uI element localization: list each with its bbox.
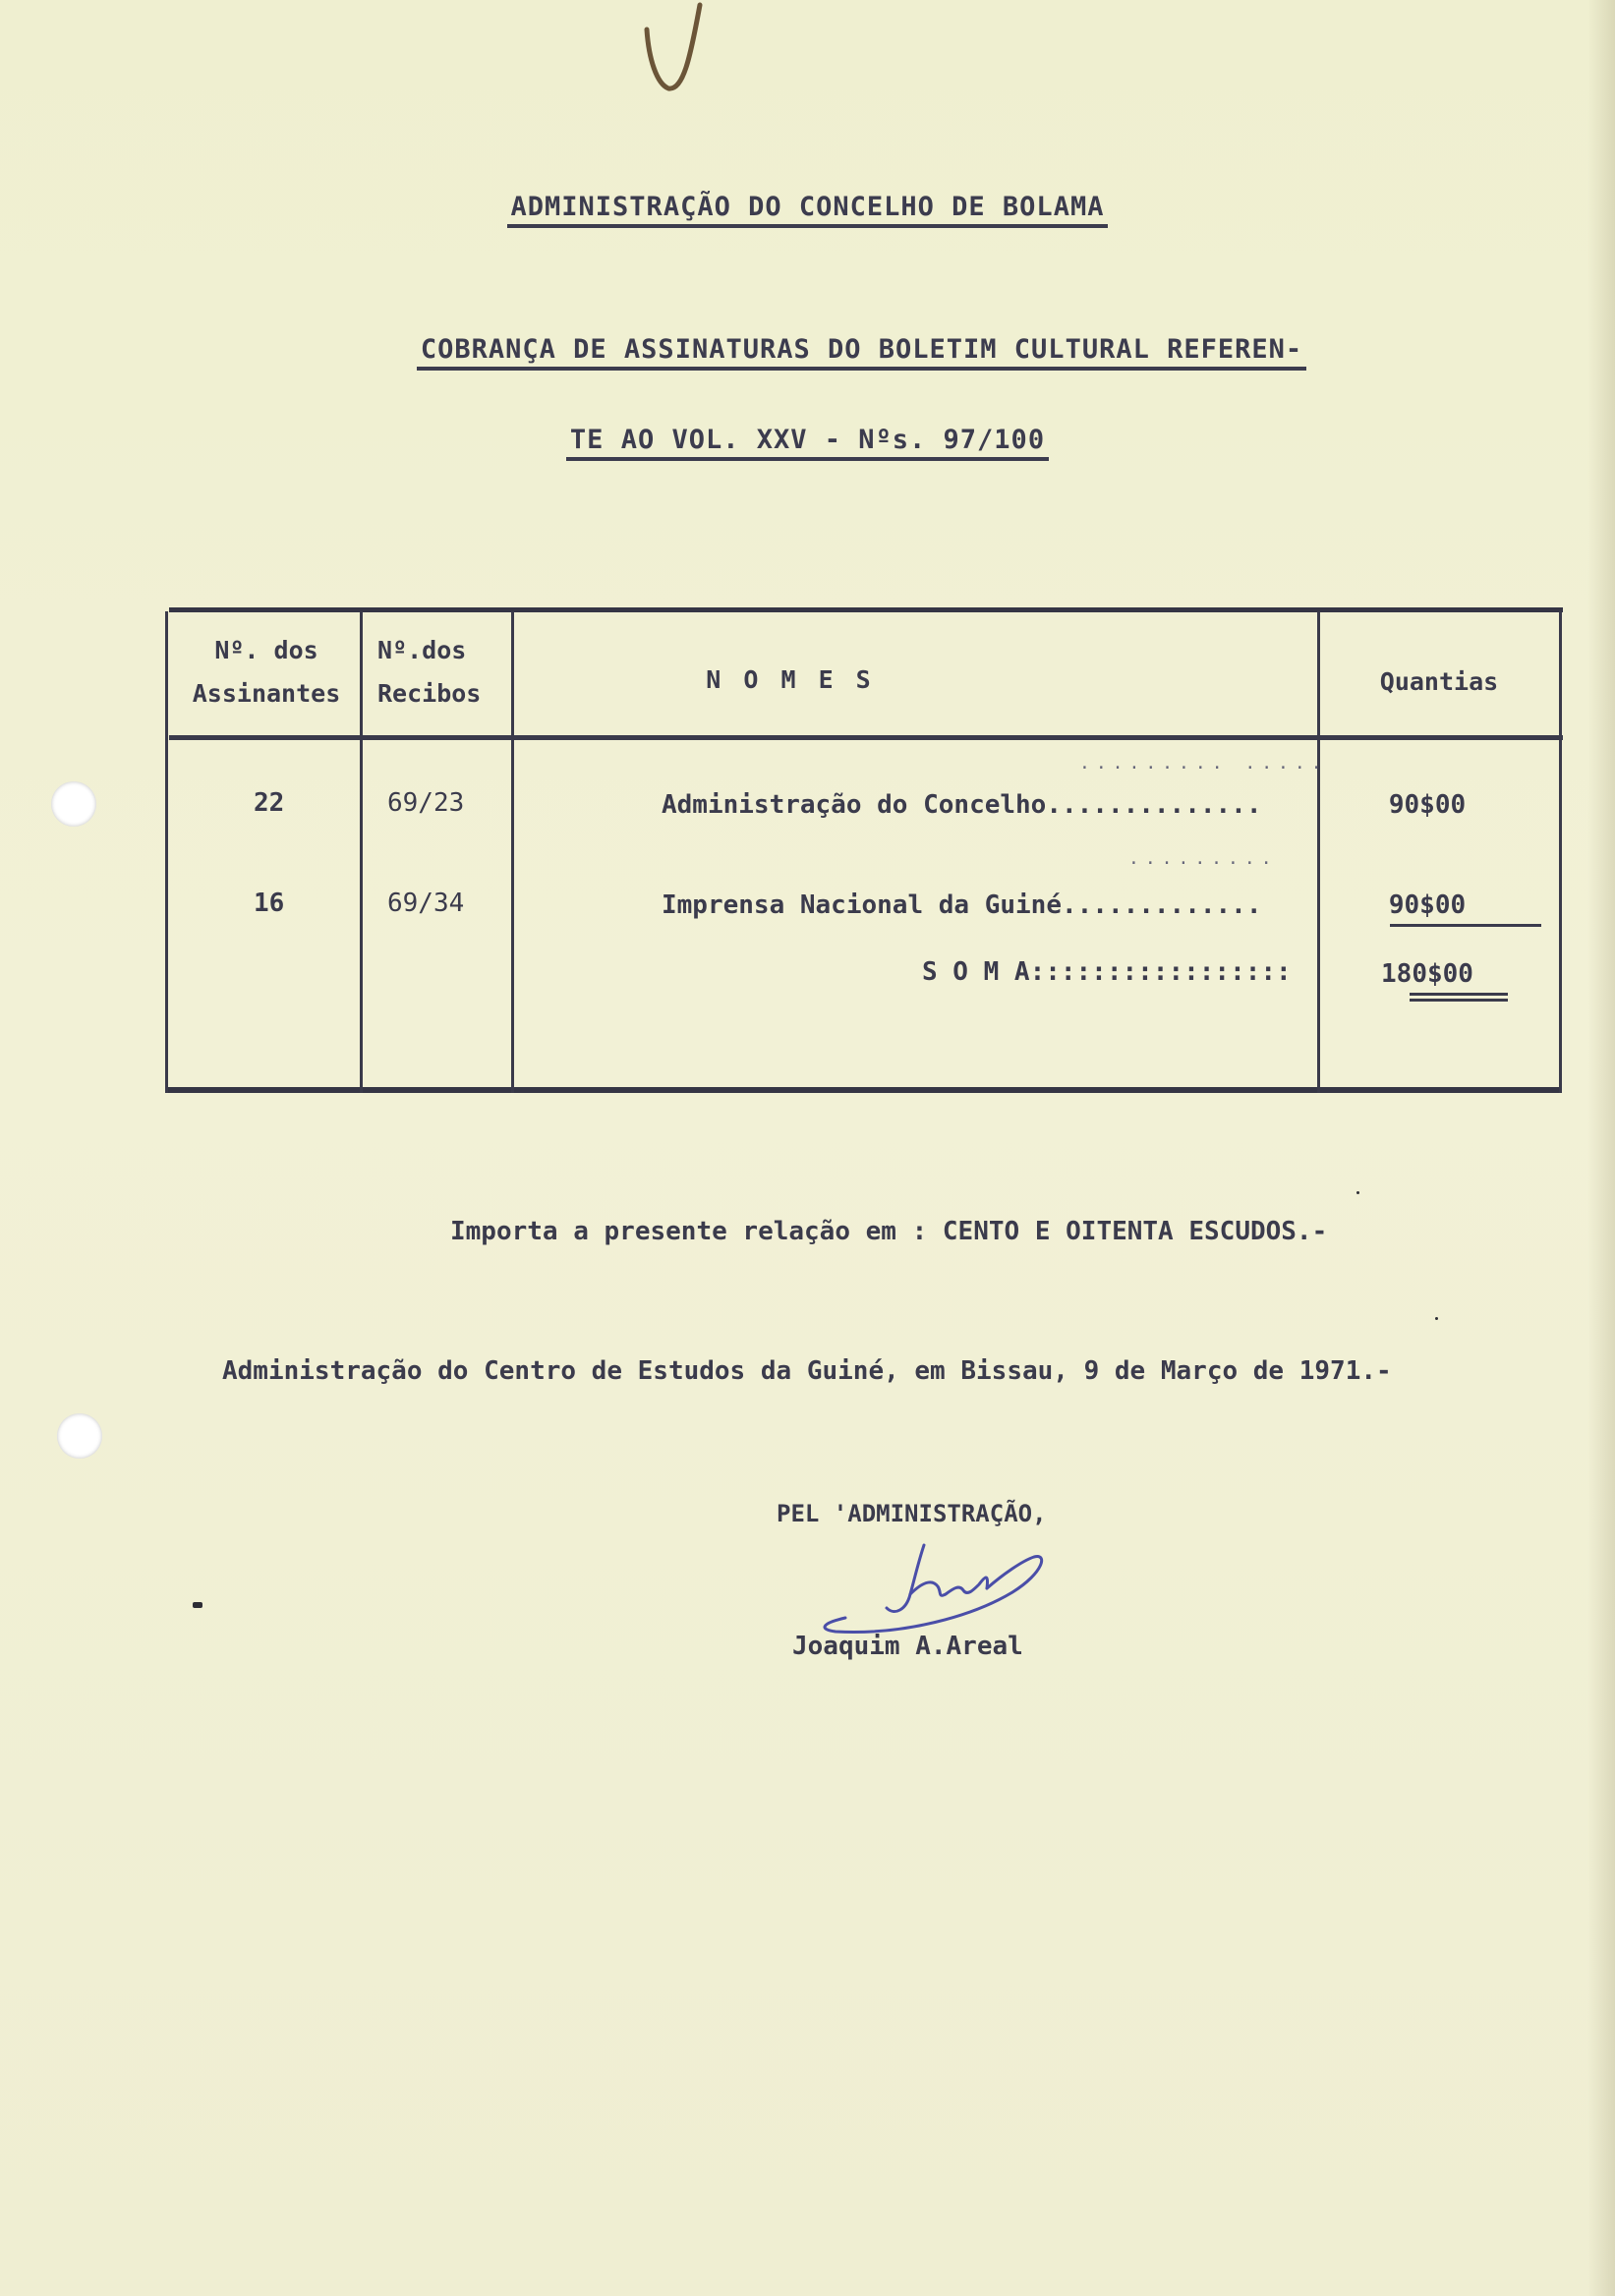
header-nomes: N O M E S: [706, 665, 875, 694]
total-underline-1: [1410, 993, 1508, 996]
row-1-assinantes: 22: [254, 788, 285, 818]
row-2-recibos: 69/34: [387, 889, 465, 918]
table-top-rule: [169, 607, 1563, 612]
header-assinantes: Nº. dos Assinantes: [192, 636, 341, 708]
header-line-1: ADMINISTRAÇÃO DO CONCELHO DE BOLAMA: [0, 192, 1615, 222]
header-line-3: TE AO VOL. XXV - Nºs. 97/100: [0, 425, 1615, 455]
ink-speck: [193, 1602, 202, 1608]
total-label: S O M A:::::::::::::::::: [922, 957, 1292, 987]
importa-line: Importa a presente relação em : CENTO E OITENTA ESCUDOS.-: [450, 1217, 1328, 1246]
total-value: 180$00: [1381, 959, 1473, 989]
row-2-quantia-underline: [1390, 924, 1541, 927]
row-1-nome: Administração do Concelho..............: [662, 790, 1262, 820]
header-recibos: Nº.dos Recibos: [377, 636, 482, 708]
total-underline-2: [1410, 999, 1508, 1002]
signature-name: Joaquim A.Areal: [792, 1632, 1023, 1661]
signature-pel: PEL 'ADMINISTRAÇÃO,: [777, 1500, 1047, 1527]
row-2-dot-leader: .........: [1128, 848, 1278, 869]
table-header-rule: [169, 735, 1563, 740]
punch-hole-top: [51, 781, 96, 827]
row-2-nome: Imprensa Nacional da Guiné.............: [662, 890, 1262, 920]
staple-mark-icon: [639, 0, 708, 98]
subscriptions-table: [165, 607, 1561, 1099]
table-col-divider-1: [360, 611, 363, 1093]
row-1-dot-leader: ......... .....: [1079, 753, 1328, 774]
table-col-divider-3: [1317, 611, 1320, 1093]
header-quantias: Quantias: [1379, 667, 1499, 696]
row-1-recibos: 69/23: [387, 788, 465, 818]
row-2-quantia: 90$00: [1388, 890, 1467, 920]
punch-hole-bottom: [57, 1413, 102, 1459]
table-left-border: [165, 611, 168, 1093]
table-bottom-rule: [165, 1087, 1561, 1093]
place-date-line: Administração do Centro de Estudos da Guiné, em Bissau, 9 de Março de 1971.-: [222, 1356, 1392, 1386]
row-1-quantia: 90$00: [1388, 790, 1467, 820]
ink-speck: [1356, 1191, 1359, 1194]
row-2-assinantes: 16: [254, 889, 285, 918]
header-line-2: COBRANÇA DE ASSINATURAS DO BOLETIM CULTURAL REFEREN-: [0, 334, 1615, 365]
table-right-border: [1559, 611, 1562, 1093]
ink-speck: [1435, 1317, 1438, 1320]
